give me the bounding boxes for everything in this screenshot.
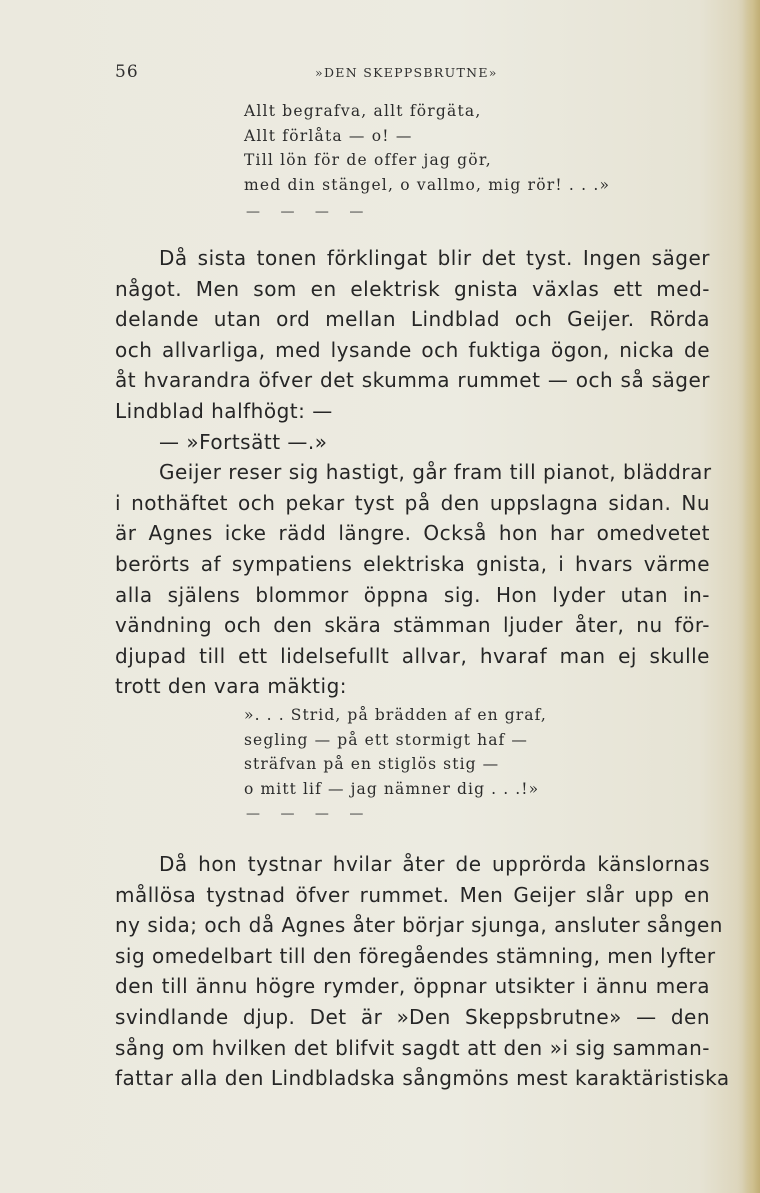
text-line: Då hon tystnar hvilar åter de upprörda känslornas bbox=[159, 852, 710, 876]
text-line: delande utan ord mellan Lindblad och Geijer. Rörda bbox=[115, 307, 710, 332]
text-line: ny sida; och då Agnes åter börjar sjunga, ansluter sången bbox=[115, 913, 723, 938]
poem-line: ». . . Strid, på brädden af en graf, bbox=[244, 706, 547, 724]
text-line: i nothäftet och pekar tyst på den uppslagna sidan. Nu bbox=[115, 490, 710, 515]
text-line: och allvarliga, med lysande och fuktiga ögon, nicka de bbox=[115, 337, 710, 362]
poem-line: o mitt lif — jag nämner dig . . .!» bbox=[244, 780, 540, 799]
text-line: Lindblad halfhögt: — bbox=[115, 398, 333, 423]
poem-line: Allt begrafva, allt förgäta, bbox=[244, 102, 482, 120]
text-line: vändning och den skära stämman ljuder åter, nu för- bbox=[115, 613, 710, 638]
poem-line: segling — på ett stormigt haf — bbox=[244, 730, 529, 749]
text-line: Geijer reser sig hastigt, går fram till pianot, bläddrar bbox=[159, 460, 712, 485]
text-line: är Agnes icke rädd längre. Också hon har omedvetet bbox=[115, 521, 710, 546]
text-line: sång om hvilken det blifvit sagdt att den »i sig samman- bbox=[115, 1035, 710, 1060]
section-separator: — — — — bbox=[246, 806, 372, 822]
poem-line: med din stängel, o vallmo, mig rör! . . .» bbox=[244, 175, 611, 194]
page-header bbox=[115, 62, 710, 86]
text-line: svindlande djup. Det är »Den Skeppsbrutne» — den bbox=[115, 1004, 710, 1029]
prose-block-1 bbox=[115, 243, 710, 702]
poem-line: Allt förlåta — o! — bbox=[244, 126, 413, 145]
page-edge-shadow bbox=[742, 0, 760, 1193]
section-separator: — — — — bbox=[246, 204, 372, 220]
text-line: alla själens blommor öppna sig. Hon lyder utan in- bbox=[115, 582, 710, 607]
text-line: sig omedelbart till den föregåendes stämning, men lyfter bbox=[115, 943, 716, 968]
text-line: den till ännu högre rymder, öppnar utsikter i ännu mera bbox=[115, 974, 710, 999]
page-number: 56 bbox=[115, 62, 139, 82]
text-line: mållösa tystnad öfver rummet. Men Geijer slår upp en bbox=[115, 882, 710, 907]
poem-line: sträfvan på en stiglös stig — bbox=[244, 755, 500, 774]
text-line: åt hvarandra öfver det skumma rummet — och så säger bbox=[115, 368, 710, 393]
poem-line: Till lön för de offer jag gör, bbox=[244, 151, 492, 169]
text-line: Då sista tonen förklingat blir det tyst. Ingen säger bbox=[159, 246, 710, 270]
poem-stanza-2 bbox=[244, 703, 547, 802]
dialogue-line: — »Fortsätt —.» bbox=[159, 429, 328, 454]
running-title: »DEN SKEPPSBRUTNE» bbox=[315, 65, 498, 80]
text-line: något. Men som en elektrisk gnista växlas ett med- bbox=[115, 276, 710, 301]
prose-block-2 bbox=[115, 849, 730, 1094]
text-line: trott den vara mäktig: bbox=[115, 674, 348, 699]
poem-stanza-1 bbox=[244, 99, 610, 197]
text-line: fattar alla den Lindbladska sångmöns mest karaktäristiska bbox=[115, 1066, 730, 1091]
text-line: berörts af sympatiens elektriska gnista, i hvars värme bbox=[115, 551, 710, 576]
text-line: djupad till ett lidelsefullt allvar, hvaraf man ej skulle bbox=[115, 643, 710, 668]
